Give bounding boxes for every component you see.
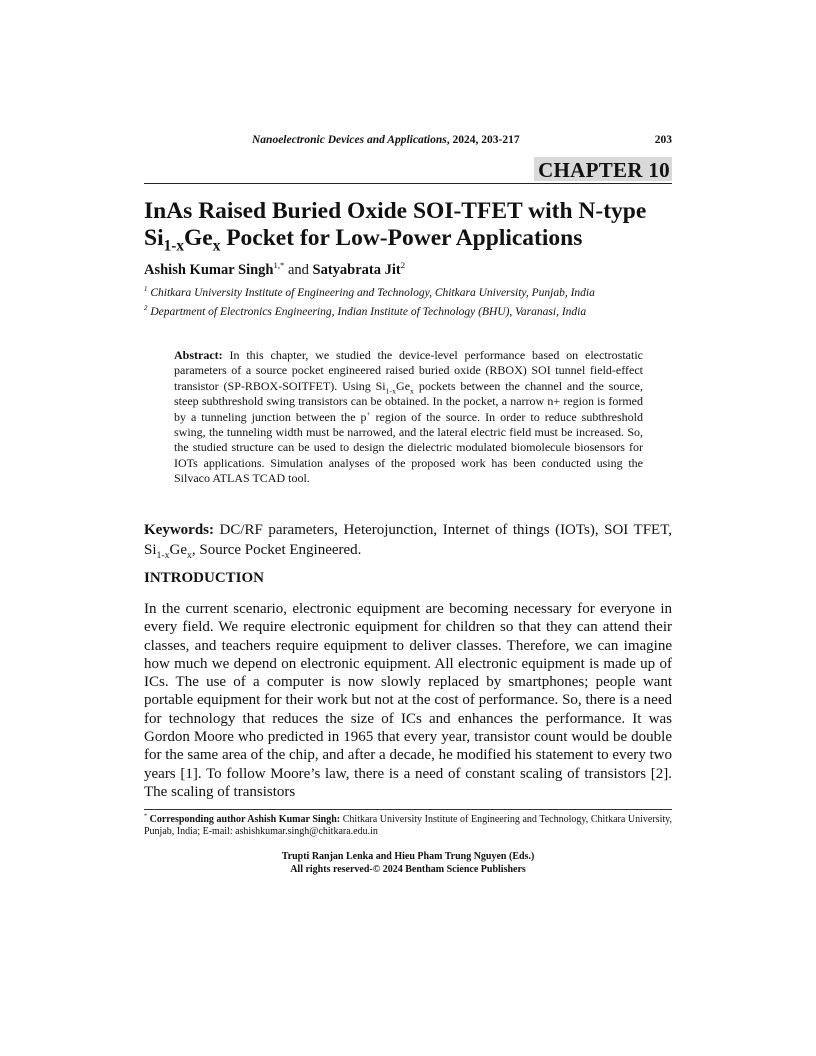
section-heading: INTRODUCTION: [144, 570, 265, 586]
journal-pages: , 2024, 203-217: [446, 134, 520, 146]
page-number: 203: [654, 134, 672, 146]
affiliation: $^2$ Department of Electronics Engineering, Indian Institute of Technology (BHU), Varanasi, India: [144, 305, 587, 318]
author-name: Satyabrata Jit: [312, 262, 401, 278]
abstract: Abstract: In this chapter, we studied the device-level performance based on electrostatic parameters of a source pocket engineered raised buried oxide (RBOX) SOI tunnel field-effect transistor (SP-RBOX-SOITFET). Using $Si_{1-x}Ge_x$ pockets between the channel and the source, steep subthreshold swing transistors can be obtained. In the pocket, a narrow n+ region is formed by a tunneling junction between the p+ region of the source. In order to reduce subthreshold swing, the tunneling width must be narrowed, and the lateral electric field must be increased. So, the studied structure can be used to design the dielectric modulated biomolecule biosensors for IOTs applications. Simulation analyses of the proposed work has been conducted using the Silvaco ATLAS TCAD tool.: [174, 348, 643, 486]
editors-line: Trupti Ranjan Lenka and Hieu Pham Trung Nguyen (Eds.): [281, 851, 535, 862]
chapter-header: [144, 157, 672, 184]
journal-citation: Nanoelectronic Devices and Applications, 2024, 203-217: [252, 134, 520, 146]
keywords-label: Keywords:: [144, 522, 214, 538]
affiliation: $^1$ Chitkara University Institute of Engineering and Technology, Chitkara University, Punjab, India: [144, 286, 595, 299]
chapter-title: InAs Raised Buried Oxide SOI-TFET with N-type $Si_{1-x}Ge_x$ Pocket for Low-Power Applications: [144, 198, 647, 255]
chapter-label: CHAPTER 10: [534, 157, 672, 181]
abstract-label: Abstract:: [174, 348, 223, 362]
author-list: Ashish Kumar Singh$^{1,*}$ and Satyabrata Jit$^2$: [144, 260, 406, 278]
footnote-label: Corresponding author Ashish Kumar Singh:: [147, 814, 341, 825]
copyright-line: All rights reserved-© 2024 Bentham Science Publishers: [290, 863, 526, 875]
title-line-1: InAs Raised Buried Oxide SOI-TFET with N-type: [144, 198, 647, 224]
body-paragraph: In the current scenario, electronic equipment are becoming necessary for everyone in every field. We require electronic equipment for children so that they can attend their classes, and teachers require equipment to deliver classes. Therefore, we can imagine how much we depend on electronic equipment. All electronic equipment is made up of ICs. The use of a computer is now slowly replaced by smartphones; people want portable equipment for their work but not at the cost of performance. So, there is a need for technology that reduces the size of ICs and enhances the performance. It was Gordon Moore who predicted in 1965 that every year, transistor count would be double for the same area of the chip, and after a decade, he modified his statement to every two years [1]. To follow Moore’s law, there is a need of constant scaling of transistors [2]. The scaling of transistors: [144, 601, 672, 800]
footnote: * Corresponding author Ashish Kumar Singh: Chitkara University Institute of Engineering and Technology, Chitkara University, Punjab, India; E-mail: ashishkumar.singh@chitkara.edu.in: [144, 813, 672, 838]
publisher-info: [144, 851, 672, 876]
author-name: Ashish Kumar Singh: [144, 262, 274, 278]
keywords: Keywords: DC/RF parameters, Heterojunction, Internet of things (IOTs), SOI TFET, $Si_{1-x}Ge_x$, Source Pocket Engineered.: [144, 522, 672, 561]
footnote-divider: [144, 809, 672, 810]
